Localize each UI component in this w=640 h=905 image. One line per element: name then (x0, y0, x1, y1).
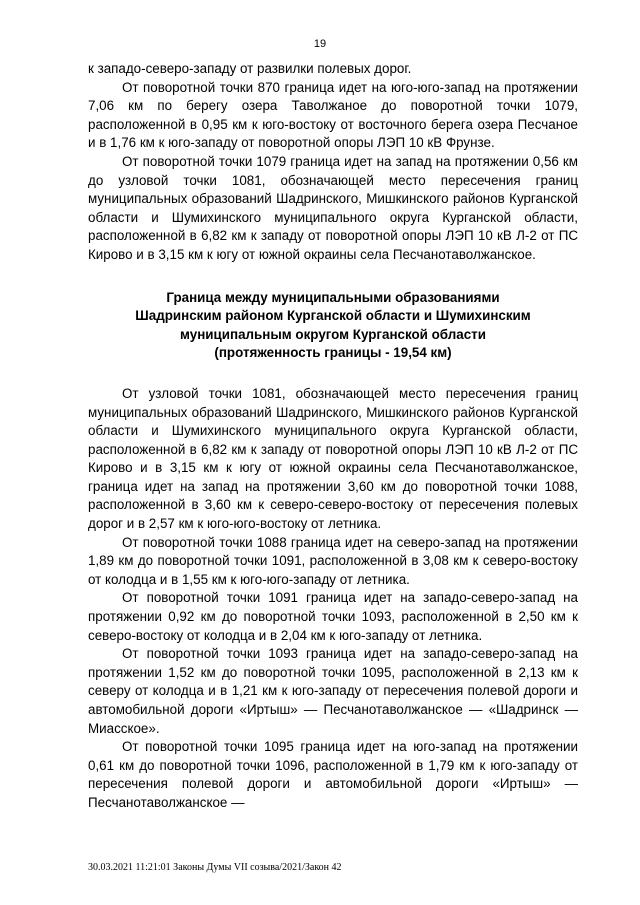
paragraph: От поворотной точки 870 граница идет на юго-юго-запад на протяжении 7,06 км по берегу озера Таволжаное до поворотной точки 1079, расположенной в 0,95 км к юго-востоку от восточного берега озера Песчаное и в 1,76 км к юго-западу от поворотной опоры ЛЭП 10 кВ Фрунзе. (88, 79, 578, 151)
section-heading (88, 289, 578, 363)
page-number: 19 (313, 38, 327, 50)
paragraph: От поворотной точки 1079 граница идет на запад на протяжении 0,56 км до узловой точки 1081, обозначающей место пересечения границ муниципальных образований Шадринского, Мишкинского районов Курганской области и Шумихинского муниципального округа Курганской области, расположенной в 6,82 км к западу от поворотной опоры ЛЭП 10 кВ Л-2 от ПС Кирово и в 3,15 км к югу от южной окраины села Песчанотаволжанское. (88, 153, 578, 262)
document-body (88, 60, 578, 813)
heading-line: (протяженность границы - 19,54 км) (214, 345, 452, 361)
paragraph: От поворотной точки 1095 граница идет на юго-запад на протяжении 0,61 км до поворотной точки 1096, расположенной в 1,79 км к юго-западу от пересечения полевой дороги и автомобильной дороги «Иртыш» — Песчанотаволжанское — (88, 739, 578, 810)
paragraph: От поворотной точки 1093 граница идет на западо-северо-запад на протяжении 1,52 км до поворотной точки 1095, расположенной в 2,13 км к северу от колодца и в 1,21 км к юго-западу от пересечения полевой дороги и автомобильной дороги «Иртыш» — Песчанотаволжанское — «Шадринск — Миасское». (88, 646, 578, 736)
paragraph: От поворотной точки 1091 граница идет на западо-северо-запад на протяжении 0,92 км до поворотной точки 1093, расположенной в 2,50 км к северо-востоку от колодца и в 2,04 км к юго-западу от летника. (88, 590, 578, 643)
paragraph: От поворотной точки 1088 граница идет на северо-запад на протяжении 1,89 км до поворотной точки 1091, расположенной в 3,08 км к северо-востоку от колодца и в 1,55 км к юго-юго-западу от летника. (88, 534, 578, 587)
heading-line: муниципальным округом Курганской области (180, 326, 486, 342)
paragraph: От узловой точки 1081, обозначающей место пересечения границ муниципальных образований Шадринского, Мишкинского районов Курганской области и Шумихинского муниципального округа Курганской области, расположенной в 6,82 км к западу от поворотной опоры ЛЭП 10 кВ Л-2 от ПС Кирово и в 3,15 км к югу от южной окраины села Песчанотаволжанское, граница идет на запад на протяжении 3,60 км до поворотной точки 1088, расположенной в 3,60 км к северо-северо-востоку от пересечения полевых дорог и в 2,57 км к юго-юго-востоку от летника. (88, 385, 578, 532)
paragraph: к западо-северо-западу от развилки полевых дорог. (88, 61, 412, 76)
document-footer: 30.03.2021 11:21:01 Законы Думы VII созыва/2021/Закон 42 (88, 862, 342, 873)
heading-line: Граница между муниципальными образованиями (166, 289, 500, 305)
heading-line: Шадринским районом Курганской области и Шумихинским (135, 308, 531, 324)
